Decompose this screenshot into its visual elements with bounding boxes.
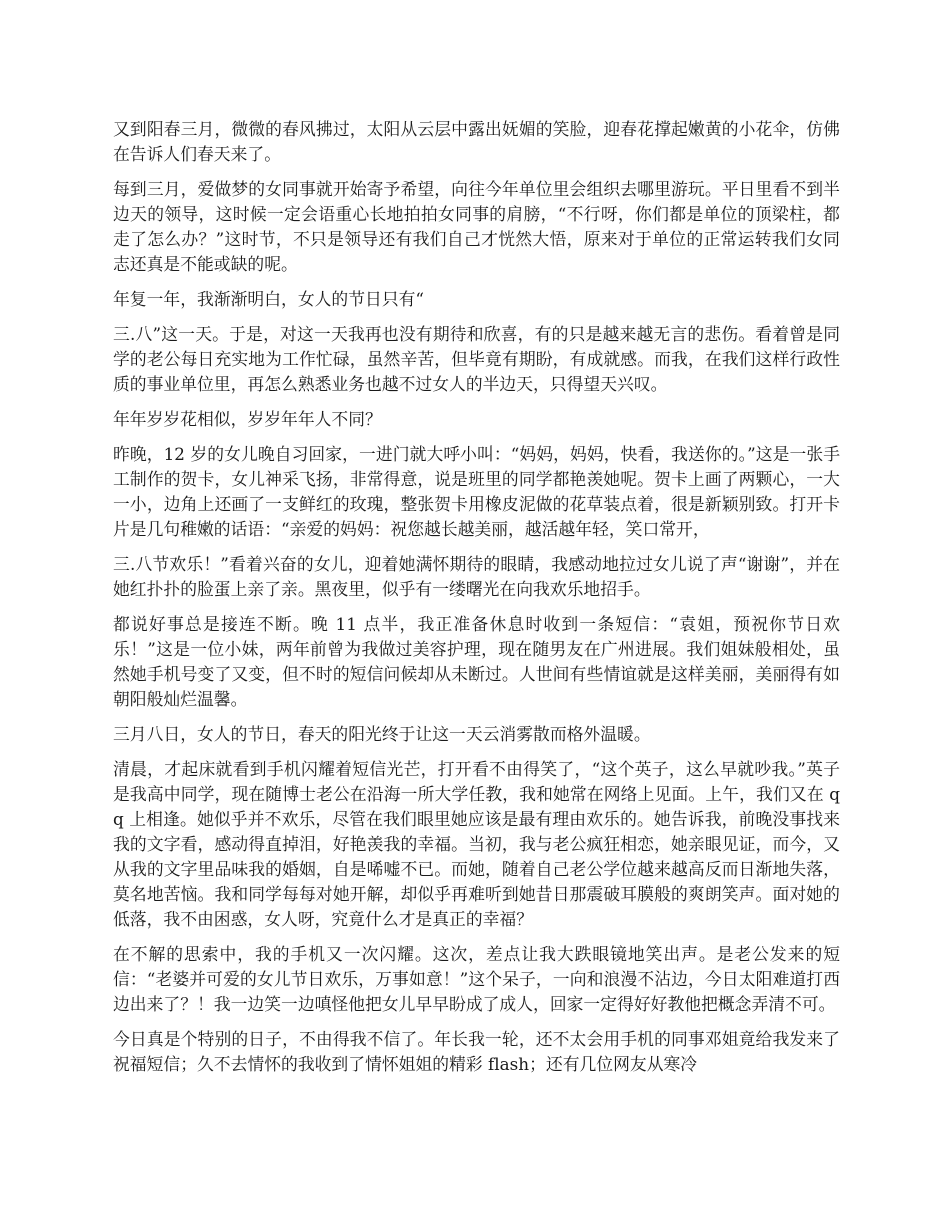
paragraph-1: 又到阳春三月，微微的春风拂过，太阳从云层中露出妩媚的笑脸，迎春花撑起嫩黄的小花伞，仿佛在告诉人们春天来了。 [113,119,840,164]
paragraph-4: 三.八”这一天。于是，对这一天我再也没有期待和欣喜，有的只是越来越无言的悲伤。看着曾是同学的老公每日充实地为工作忙碌，虽然辛苦，但毕竟有期盼，有成就感。而我，在我们这样行政性质的事业单位里，再怎么熟悉业务也越不过女人的半边天，只得望天兴叹。 [113,324,840,394]
paragraph-9: 三月八日，女人的节日，春天的阳光终于让这一天云消雾散而格外温暖。 [113,724,651,744]
document-page [113,117,840,1087]
paragraph-6: 昨晚，12 岁的女儿晚自习回家，一进门就大呼小叫：“妈妈，妈妈，快看，我送你的。”这是一张手工制作的贺卡，女儿神采飞扬，非常得意，说是班里的同学都艳羡她呢。贺卡上画了两颗心，一大一小，边角上还画了一支鲜红的玫瑰，整张贺卡用橡皮泥做的花草装点着，很是新颖别致。打开卡片是几句稚嫩的话语：“亲爱的妈妈：祝您越长越美丽，越活越年轻，笑口常开， [113,444,840,539]
paragraph-3: 年复一年，我渐渐明白，女人的节日只有“ [113,289,425,309]
paragraph-7: 三.八节欢乐！”看着兴奋的女儿，迎着她满怀期待的眼睛，我感动地拉过女儿说了声“谢谢”，并在她红扑扑的脸蛋上亲了亲。黑夜里，似乎有一缕曙光在向我欢乐地招手。 [113,554,840,599]
paragraph-11: 在不解的思索中，我的手机又一次闪耀。这次，差点让我大跌眼镜地笑出声。是老公发来的短信：“老婆并可爱的女儿节日欢乐，万事如意！”这个呆子，一向和浪漫不沾边，今日太阳难道打西边出来了？！我一边笑一边嗔怪他把女儿早早盼成了成人，回家一定得好好教他把概念弄清不可。 [113,944,840,1014]
paragraph-12: 今日真是个特别的日子，不由得我不信了。年长我一轮，还不太会用手机的同事邓姐竟给我发来了祝福短信；久不去情怀的我收到了情怀姐姐的精彩 flash；还有几位网友从寒冷 [113,1029,840,1074]
paragraph-8: 都说好事总是接连不断。晚 11 点半，我正准备休息时收到一条短信：“袁姐，预祝你节日欢乐！”这是一位小妹，两年前曾为我做过美容护理，现在随男友在广州进展。我们姐妹般相处，虽然她手机号变了又变，但不时的短信问候却从未断过。人世间有些情谊就是这样美丽，美丽得有如朝阳般灿烂温馨。 [113,614,840,709]
paragraph-2: 每到三月，爱做梦的女同事就开始寄予希望，向往今年单位里会组织去哪里游玩。平日里看不到半边天的领导，这时候一定会语重心长地拍拍女同事的肩膀，“不行呀，你们都是单位的顶梁柱，都走了怎么办？”这时节，不只是领导还有我们自己才恍然大悟，原来对于单位的正常运转我们女同志还真是不能或缺的呢。 [113,179,840,274]
paragraph-10: 清晨，才起床就看到手机闪耀着短信光芒，打开看不由得笑了，“这个英子，这么早就吵我。”英子是我高中同学，现在随博士老公在沿海一所大学任教，我和她常在网络上见面。上午，我们又在 qq 上相逢。她似乎并不欢乐，尽管在我们眼里她应该是最有理由欢乐的。她告诉我，前晚没事找来我的文字看，感动得直掉泪，好艳羡我的幸福。当初，我与老公疯狂相恋，她亲眼见证，而今，又从我的文字里品味我的婚姻，自是唏嘘不已。而她，随着自己老公学位越来越高反而日渐地失落，莫名地苦恼。我和同学每每对她开解，却似乎再难听到她昔日那震破耳膜般的爽朗笑声。面对她的低落，我不由困惑，女人呀，究竟什么才是真正的幸福？ [113,759,840,929]
paragraph-5: 年年岁岁花相似，岁岁年年人不同？ [113,409,382,429]
